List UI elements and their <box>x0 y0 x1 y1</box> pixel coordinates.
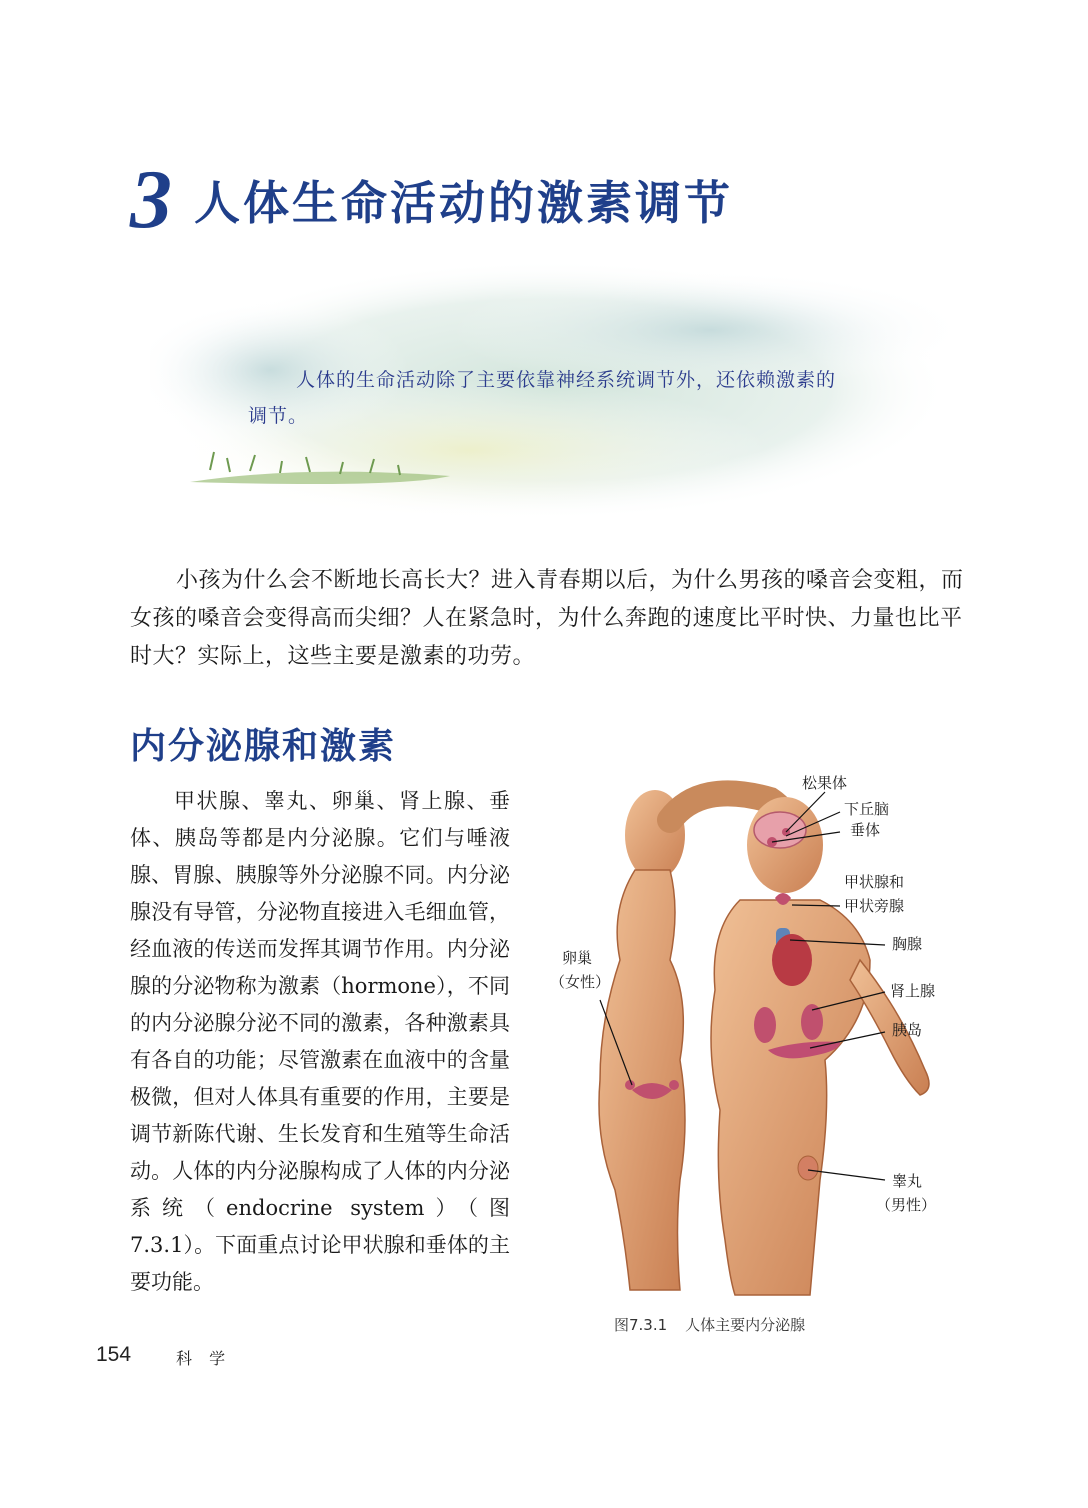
label-pituitary: 垂体 <box>850 821 881 839</box>
label-pineal: 松果体 <box>802 774 848 792</box>
label-hypothalamus: 下丘脑 <box>844 800 890 818</box>
label-ovary: 卵巢 <box>562 949 593 967</box>
testis <box>798 1156 818 1180</box>
label-thymus: 胸腺 <box>892 935 923 953</box>
book-name: 科 学 <box>176 1349 232 1368</box>
label-thyroid-2: 甲状旁腺 <box>844 897 905 915</box>
label-islets: 胰岛 <box>892 1021 923 1039</box>
label-testis-note: （男性） <box>876 1196 937 1214</box>
label-ovary-note: （女性） <box>550 973 611 991</box>
label-thyroid-1: 甲状腺和 <box>844 873 905 891</box>
figure-caption <box>614 1314 823 1335</box>
intro-text: 人体的生命活动除了主要依靠神经系统调节外，还依赖激素的调节。 <box>248 369 837 427</box>
section-body-paragraph: 甲状腺、睾丸、卵巢、肾上腺、垂体、胰岛等都是内分泌腺。它们与唾液腺、胃腺、胰腺等外分泌腺不同。内分泌腺没有导管，分泌物直接进入毛细血管，经血液的传送而发挥其调节作用。内分泌腺的分泌物称为激素（hormone），不同的内分泌腺分泌不同的激素，各种激素具有各自的功能；尽管激素在血液中的含量极微，但对人体具有重要的作用，主要是调节新陈代谢、生长发育和生殖等生命活动。人体的内分泌腺构成了人体的内分泌系统（endocrine system）（图7.3.1）。下面重点讨论甲状腺和垂体的主要功能。 <box>130 789 510 1294</box>
label-adrenal: 肾上腺 <box>890 982 936 1000</box>
female-figure <box>599 790 685 1290</box>
label-testis: 睾丸 <box>892 1172 923 1190</box>
chapter-number: 3 <box>130 153 172 246</box>
intro-banner <box>150 250 950 535</box>
chapter-name: 人体生命活动的激素调节 <box>194 176 733 230</box>
figure-caption-number: 图7.3.1 <box>614 1316 668 1334</box>
lead-paragraph: 小孩为什么会不断地长高长大？进入青春期以后，为什么男孩的嗓音会变粗，而女孩的嗓音会变得高而尖细？人在紧急时，为什么奔跑的速度比平时快、力量也比平时大？实际上，这些主要是激素的功劳。 <box>130 568 964 669</box>
endocrine-figure <box>540 760 960 1300</box>
page-number: 154 <box>96 1343 132 1366</box>
section-heading: 内分泌腺和激素 <box>130 726 397 767</box>
figure-caption-text: 人体主要内分泌腺 <box>685 1316 806 1334</box>
chapter-title <box>130 150 733 250</box>
